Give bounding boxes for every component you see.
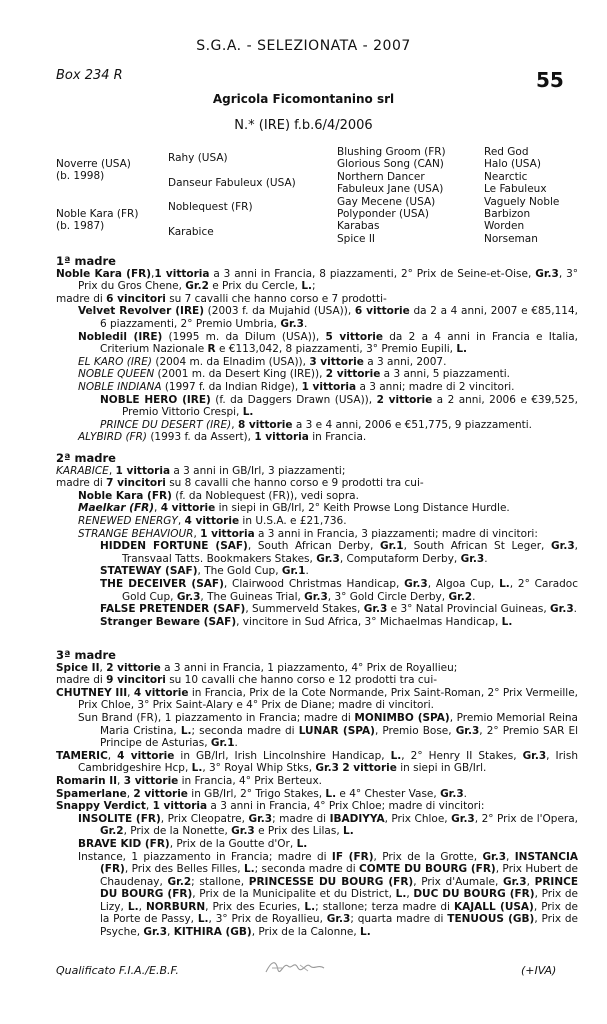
second-dam-section [56, 452, 578, 628]
entry-text: , Prix de la Porte de Passy, [100, 900, 578, 926]
entry-text: a 3 anni, 2007. [363, 355, 447, 368]
entry-text: Velvet Revolver (IRE) [78, 305, 205, 318]
entry-text: , [231, 418, 238, 431]
entry-text: Gr.2 [185, 280, 209, 293]
entry-text: L. [301, 280, 313, 293]
entry-text: , [506, 850, 515, 863]
entry-text: ; [312, 280, 316, 293]
entry-text: a 2 anni, 2006 e €39,525, Premio Vittorio Crespi, [122, 393, 578, 419]
entry-line [56, 368, 578, 381]
entry-text: su 8 cavalli che hanno corso e 9 prodotti tra cui- [165, 477, 424, 490]
entry-text: a 3 anni, 5 piazzamenti. [380, 368, 510, 381]
entry-text: . [472, 590, 476, 603]
pedigree-sire [56, 158, 131, 183]
grandparent: Karabice [168, 226, 214, 238]
entry-text: 3 vittorie [309, 355, 364, 368]
section-title: 2ª madre [56, 451, 116, 465]
entry-text: Spamerlane [56, 787, 127, 800]
entry-line [56, 515, 578, 528]
entry-text: L. [296, 837, 308, 850]
entry-text: 2 vittorie [106, 661, 161, 674]
entry-text: PRINCE DU BOURG (FR) [100, 875, 578, 901]
section-title: 1ª madre [56, 254, 116, 268]
entry-text: in Francia, Prix de la Cote Normande, Prix Saint-Roman, 2° Prix Vermeille, Prix Chloe, 3° Prix Saint-Alary e 4° Prix de Diane; madre di vincitori. [78, 686, 578, 712]
entry-text: 5 vittorie [325, 330, 383, 343]
entry-text: Gr.3 [482, 850, 507, 863]
entry-text: Maelkar (FR) [78, 502, 155, 515]
entry-text: 9 vincitori [106, 674, 166, 687]
entry-text: ; stallone; terza madre di [315, 900, 454, 913]
entry-text: ; seconda madre di [254, 863, 359, 876]
entry-text: , Prix de la Calonne, [251, 926, 361, 939]
entry-text: , [406, 888, 414, 901]
entry-text: a 3 anni in GB/Irl, 3 piazzamenti; [170, 464, 346, 477]
entry-line [56, 662, 578, 675]
sire-name: Noverre (USA) [56, 158, 131, 170]
entry-line [56, 465, 578, 478]
entry-text: , [151, 267, 155, 280]
entry-text: Gr.3 [231, 825, 255, 838]
entry-text: . [463, 787, 468, 800]
entry-text: Gr.3 [535, 267, 559, 280]
entry-text: , 2° Caradoc Gold Cup, [122, 577, 579, 603]
entry-line [56, 565, 578, 578]
dam-name: Noble Kara (FR) [56, 208, 139, 220]
entry-text: , Prix Cleopatre, [160, 812, 249, 825]
entry-text: (1993 f. da Assert), [147, 431, 255, 444]
entry-text: , 2° Henry II Stakes, [401, 749, 523, 762]
gg-grandparent: Barbizon [484, 208, 531, 221]
entry-text: L. [304, 900, 316, 913]
entry-text: (f. da Daggers Drawn (USA)), [210, 393, 377, 406]
entry-text: NOBLE HERO (IRE) [100, 393, 211, 406]
entry-text: L. [242, 406, 254, 419]
entry-text: , 3° Prix du Gros Chene, [78, 267, 579, 293]
entry-text: 2 vittorie [342, 762, 397, 775]
entry-line [56, 800, 578, 813]
entry-text: madre di [56, 292, 107, 305]
entry-text: R [207, 343, 216, 356]
entry-text: 1 vittoria [115, 464, 171, 477]
entry-text: , Prix des Ecuries, [205, 900, 305, 913]
entry-text: Gr.3 [440, 787, 464, 800]
entry-line [56, 356, 578, 369]
entry-text: , 3° Gold Circle Derby, [327, 590, 449, 603]
entry-text: , [138, 900, 146, 913]
entry-text: , 3° Prix de Royallieu, [208, 913, 327, 926]
entry-text: L. [499, 577, 510, 590]
entry-line [56, 578, 578, 603]
entry-text: in Francia. [308, 431, 367, 444]
entry-text: , The Gold Cup, [197, 565, 282, 578]
grandparent: Rahy (USA) [168, 152, 228, 164]
entry-text: L. [390, 749, 402, 762]
entry-text: e Prix des Lilas, [254, 825, 344, 838]
entry-text: Gr.3 [551, 540, 575, 553]
entry-text: , Premio Memorial Reina Maria Cristina, [100, 711, 578, 737]
entry-text: (2004 m. da Elnadim (USA)), [152, 355, 310, 368]
gg-grandparent: Red God [484, 146, 529, 158]
entry-text: , Prix de la Nonette, [123, 825, 232, 838]
entry-text: IF (FR) [331, 850, 374, 863]
entry-text: e Prix du Cercle, [208, 280, 302, 293]
gg-grandparent: Halo (USA) [484, 158, 541, 171]
sire-year: (b. 1998) [56, 170, 105, 183]
entry-text: , [145, 800, 153, 813]
section-title: 3ª madre [56, 648, 116, 662]
entry-text: Gr.2 [167, 875, 192, 888]
entry-line [56, 477, 578, 490]
entry-line [56, 502, 578, 515]
entry-text: . [573, 603, 577, 616]
pedigree-dam [56, 208, 138, 233]
entry-text: NORBURN [145, 900, 206, 913]
entry-text: 4 vittorie [133, 686, 189, 699]
entry-text: , Prix de Lizy, [100, 888, 579, 913]
entry-text: 6 vincitori [106, 292, 166, 305]
entry-text: Gr.3 [248, 812, 273, 825]
entry-text: madre di [56, 477, 107, 490]
entry-text: Gr.3 [280, 317, 304, 330]
entry-text: e 3° Natal Provincial Guineas, [387, 603, 551, 616]
entry-text: L. [191, 762, 203, 775]
great-grandparent: Spice II [337, 232, 376, 245]
entry-text: da 2 a 4 anni, 2007 e €85,114, 6 piazzamenti, 2° Premio Umbria, [100, 305, 578, 330]
entry-text: da 2 a 4 anni in Francia e Italia, Criterium Nazionale [100, 330, 579, 356]
entry-text: NOBLE QUEEN [78, 368, 155, 381]
entry-text: L. [360, 926, 371, 939]
entry-line [56, 540, 578, 565]
entry-text: , Prix Chloe, [384, 812, 452, 825]
entry-text: Gr.3 [455, 724, 480, 737]
grandparent: Danseur Fabuleux (USA) [168, 177, 296, 189]
great-grandparent: Gay Mecene (USA) [337, 195, 436, 208]
entry-text: , Prix des Belles Filles, [124, 863, 244, 876]
great-grandparent: Karabas [337, 220, 380, 233]
entry-text: , Prix de la Municipalite et du District, [192, 888, 396, 901]
entry-text: L. [197, 913, 209, 926]
entry-text: BRAVE KID (FR) [78, 837, 170, 850]
signature-logo [262, 956, 328, 982]
entry-text: RENEWED ENERGY [78, 514, 178, 527]
dam-year: (b. 1987) [56, 220, 105, 233]
entry-text: Romarin II [56, 774, 118, 787]
entry-text: Gr.2 [100, 825, 124, 838]
gg-grandparent: Le Fabuleux [484, 183, 547, 196]
entry-text: THE DECEIVER (SAF) [100, 577, 224, 590]
third-dam-section [56, 649, 578, 939]
entry-text: , Summerveld Stakes, [245, 603, 364, 616]
entry-text: su 10 cavalli che hanno corso e 12 prodotti tra cui- [165, 674, 438, 687]
entry-text: 1 vittoria [152, 800, 208, 813]
entry-text: 4 vittorie [160, 502, 216, 515]
entry-text: INSTANCIA (FR) [100, 850, 579, 876]
footer-vat: (+IVA) [521, 964, 557, 977]
entry-text: , vincitore in Sud Africa, 3° Michaelmas Handicap, [236, 615, 502, 628]
entry-text: , Computaform Derby, [339, 552, 461, 565]
entry-text: L. [343, 825, 354, 838]
entry-text: 2 vittorie [325, 368, 381, 381]
entry-text: Sun Brand (FR), 1 piazzamento in Francia; madre di [78, 711, 355, 724]
entry-text: 2 vittorie [376, 393, 433, 406]
entry-text: Gr.3 [363, 603, 388, 616]
entry-text: TAMERIC [56, 749, 108, 762]
entry-text: in siepi in GB/Irl. [396, 762, 487, 775]
entry-text: , South African Derby, [247, 540, 381, 553]
lot-number: 55 [536, 68, 564, 92]
entry-text: , [108, 464, 116, 477]
entry-text: a 3 e 4 anni, 2006 e €51,775, 9 piazzamenti. [292, 418, 532, 431]
entry-text: Snappy Verdict [56, 800, 146, 813]
entry-text: PRINCESSE DU BOURG (FR) [248, 875, 414, 888]
entry-text: NOBLE INDIANA [78, 380, 162, 393]
entry-text: Gr.3 [304, 590, 328, 603]
entry-text: (2001 m. da Desert King (IRE)), [154, 368, 326, 381]
entry-line [56, 431, 578, 444]
entry-text: 1 vittoria [301, 380, 357, 393]
breeder-name: Agricola Ficomontanino srl [212, 92, 395, 106]
entry-text: 8 vittorie [237, 418, 293, 431]
entry-text: L. [395, 888, 407, 901]
entry-text: in GB/Irl, 2° Trigo Stakes, [187, 787, 326, 800]
entry-text: 1 vittoria [254, 431, 309, 444]
entry-text: , Prix de la Grotte, [373, 850, 483, 863]
entry-text: Gr.3 [460, 552, 485, 565]
entry-text: HIDDEN FORTUNE (SAF) [100, 540, 248, 553]
entry-text: a 3 anni in Francia, 4° Prix Chloe; madre di vincitori: [207, 800, 485, 813]
great-grandparents [337, 146, 446, 245]
entry-text: e 4° Chester Vase, [336, 787, 441, 800]
gg-grandparents [484, 146, 559, 245]
entry-text: L. [127, 900, 139, 913]
entry-text: Stranger Beware (SAF) [100, 615, 237, 628]
entry-text: , Prix d'Aumale, [413, 875, 503, 888]
section-lines [56, 268, 578, 444]
entry-text: Gr.3 [503, 875, 527, 888]
entry-text: , [117, 774, 124, 787]
entry-text: STATEWAY (SAF) [100, 565, 198, 578]
entry-text: DUC DU BOURG (FR) [413, 888, 535, 901]
great-grandparent: Polyponder (USA) [337, 208, 429, 221]
entry-text: L. [325, 787, 337, 800]
entry-text: 4 vittorie [184, 514, 240, 527]
entry-text: TENUOUS (GB) [447, 913, 535, 926]
entry-text: (f. da Noblequest (FR)), vedi sopra. [171, 489, 359, 502]
entry-text: , Prix de Psyche, [100, 913, 579, 939]
entry-line [56, 331, 578, 356]
entry-text: . [484, 552, 488, 565]
entry-text: L. [501, 615, 513, 628]
entry-text: COMTE DU BOURG (FR) [358, 863, 496, 876]
entry-text: ; madre di [272, 812, 330, 825]
entry-text: , 3° Royal Whip Stks, [202, 762, 316, 775]
entry-text: in siepi in GB/Irl, 2° Keith Prowse Long Distance Hurdle. [215, 502, 510, 515]
entry-text: Gr.1 [380, 540, 404, 553]
entry-text: Instance, 1 piazzamento in Francia; madre di [78, 850, 332, 863]
entry-text: , [177, 514, 185, 527]
entry-text: L. [243, 863, 255, 876]
entry-text: ALYBIRD (FR) [78, 431, 147, 444]
entry-text: Gr.3 [451, 812, 475, 825]
entry-line [56, 838, 578, 851]
entry-text: , Transvaal Tatts. Bookmakers Stakes, [122, 540, 578, 565]
entry-text: L. [180, 724, 192, 737]
entry-text: 3 vittorie [123, 774, 179, 787]
entry-text: Noble Kara (FR) [78, 489, 172, 502]
entry-text: Noble Kara (FR) [56, 267, 152, 280]
entry-line [56, 419, 578, 432]
entry-line [56, 750, 578, 775]
entry-text: (1997 f. da Indian Ridge), [161, 380, 302, 393]
entry-text: in GB/Irl, Irish Lincolnshire Handicap, [174, 749, 391, 762]
entry-text: Gr.1 [281, 565, 306, 578]
entry-text: , 2° Prix de l'Opera, [474, 812, 579, 825]
entry-text: , The Guineas Trial, [200, 590, 305, 603]
entry-line [56, 851, 578, 939]
entry-text: , [127, 686, 134, 699]
entry-text: 1 vittoria [200, 527, 255, 540]
entry-text: CHUTNEY III [56, 686, 128, 699]
entry-text: , [126, 787, 134, 800]
entry-text: IBADIYYA [329, 812, 385, 825]
section-lines [56, 465, 578, 629]
entry-text: 6 vittorie [354, 305, 410, 318]
entry-text: a 3 anni in Francia, 3 piazzamenti; madre di vincitori: [254, 527, 538, 540]
entry-text: Gr.3 [315, 762, 339, 775]
entry-text: e €113,042, 8 piazzamenti, 3° Premio Eupili, [215, 343, 457, 356]
entry-text: Nobledil (IRE) [78, 330, 163, 343]
entry-text: Gr.3 [550, 603, 574, 616]
entry-line [56, 490, 578, 503]
great-grandparent: Northern Dancer [337, 170, 425, 183]
entry-text: STRANGE BEHAVIOUR [78, 527, 194, 540]
entry-line [56, 712, 578, 750]
entry-text: Gr.1 [210, 737, 235, 750]
entry-text: ; quarta madre di [350, 913, 448, 926]
catalog-title: S.G.A. - SELEZIONATA - 2007 [196, 38, 411, 54]
entry-text: Gr.2 [448, 590, 473, 603]
entry-text: KARABICE [56, 464, 109, 477]
entry-text: a 3 anni in Francia, 1 piazzamento, 4° Prix de Royallieu; [160, 661, 458, 674]
great-grandparent: Glorious Song (CAN) [337, 158, 444, 171]
entry-line [56, 616, 578, 629]
entry-text: (2003 f. da Mujahid (USA)), [204, 305, 355, 318]
entry-text: in U.S.A. e £21,736. [239, 514, 347, 527]
box-number: Box 234 R [56, 68, 123, 83]
entry-text: (1995 m. da Dilum (USA)), [162, 330, 326, 343]
gg-grandparent: Norseman [484, 232, 538, 245]
entry-text: L. [456, 343, 468, 356]
entry-line [56, 394, 578, 419]
entry-text: madre di [56, 674, 107, 687]
entry-text: , South African St Leger, [403, 540, 552, 553]
entry-text: a 3 anni; madre di 2 vincitori. [356, 380, 515, 393]
entry-text: Gr.3 [326, 913, 351, 926]
entry-text: . [305, 565, 309, 578]
horse-name: N.* (IRE) f.b.6/4/2006 [234, 118, 373, 133]
entry-text: Gr.3 [143, 926, 168, 939]
entry-text: ; stallone, [191, 875, 249, 888]
entry-text: . [234, 737, 238, 750]
entry-line [56, 687, 578, 712]
entry-line [56, 381, 578, 394]
gg-grandparent: Nearctic [484, 170, 528, 183]
gg-grandparent: Vaguely Noble [484, 195, 560, 208]
entry-text: , [107, 749, 118, 762]
entry-line [56, 528, 578, 541]
entry-text: , [526, 875, 535, 888]
entry-line [56, 293, 578, 306]
entry-text: in Francia, 4° Prix Berteux. [178, 774, 322, 787]
entry-text: . [303, 317, 308, 330]
entry-text: KITHIRA (GB) [173, 926, 252, 939]
entry-text: a 3 anni in Francia, 8 piazzamenti, 2° Prix de Seine-et-Oise, [209, 267, 536, 280]
entry-text: 7 vincitori [106, 477, 166, 490]
entry-text: , Algoa Cup, [427, 577, 500, 590]
entry-line [56, 813, 578, 838]
section-lines [56, 662, 578, 939]
entry-text: Spice II [56, 661, 100, 674]
grandparent: Noblequest (FR) [168, 201, 253, 213]
entry-text: Gr.3 [404, 577, 428, 590]
entry-line [56, 603, 578, 616]
entry-text: KAJALL (USA) [454, 900, 534, 913]
entry-text: , [99, 661, 107, 674]
great-grandparent: Fabuleux Jane (USA) [337, 183, 444, 196]
entry-text: Gr.3 [176, 590, 201, 603]
entry-line [56, 305, 578, 330]
entry-text: ; seconda madre di [191, 724, 299, 737]
entry-line [56, 268, 578, 293]
great-grandparent: Blushing Groom (FR) [337, 146, 446, 158]
entry-text: INSOLITE (FR) [78, 812, 161, 825]
entry-text: 2 vittorie [133, 787, 188, 800]
entry-text: 1 vittoria [154, 267, 210, 280]
entry-text: , Prix de la Goutte d'Or, [169, 837, 297, 850]
entry-line [56, 775, 578, 788]
entry-text: 4 vittorie [117, 749, 175, 762]
entry-text: , Irish Cambridgeshire Hcp, [78, 749, 578, 775]
entry-line [56, 674, 578, 687]
entry-text: Gr.3 [316, 552, 340, 565]
entry-text: su 7 cavalli che hanno corso e 7 prodotti- [165, 292, 387, 305]
entry-text: , Premio Bose, [374, 724, 456, 737]
entry-text: EL KARO (IRE) [78, 355, 153, 368]
entry-text: , Prix Hubert de Chaudenay, [100, 863, 578, 888]
entry-text: FALSE PRETENDER (SAF) [100, 603, 246, 616]
entry-text: , Clairwood Christmas Handicap, [223, 577, 405, 590]
entry-text: MONIMBO (SPA) [354, 711, 450, 724]
entry-text: LUNAR (SPA) [298, 724, 375, 737]
entry-text: , [167, 926, 174, 939]
entry-text: Gr.3 [522, 749, 547, 762]
entry-text: , [154, 502, 161, 515]
entry-text: , [193, 527, 201, 540]
footer-qualification: Qualificato F.I.A./E.B.F. [56, 964, 179, 977]
gg-grandparent: Worden [484, 220, 525, 233]
entry-text: , 2° Premio SAR El Principe de Asturias, [100, 724, 579, 750]
first-dam-section [56, 255, 578, 444]
entry-line [56, 788, 578, 801]
entry-text: PRINCE DU DESERT (IRE) [100, 418, 232, 431]
